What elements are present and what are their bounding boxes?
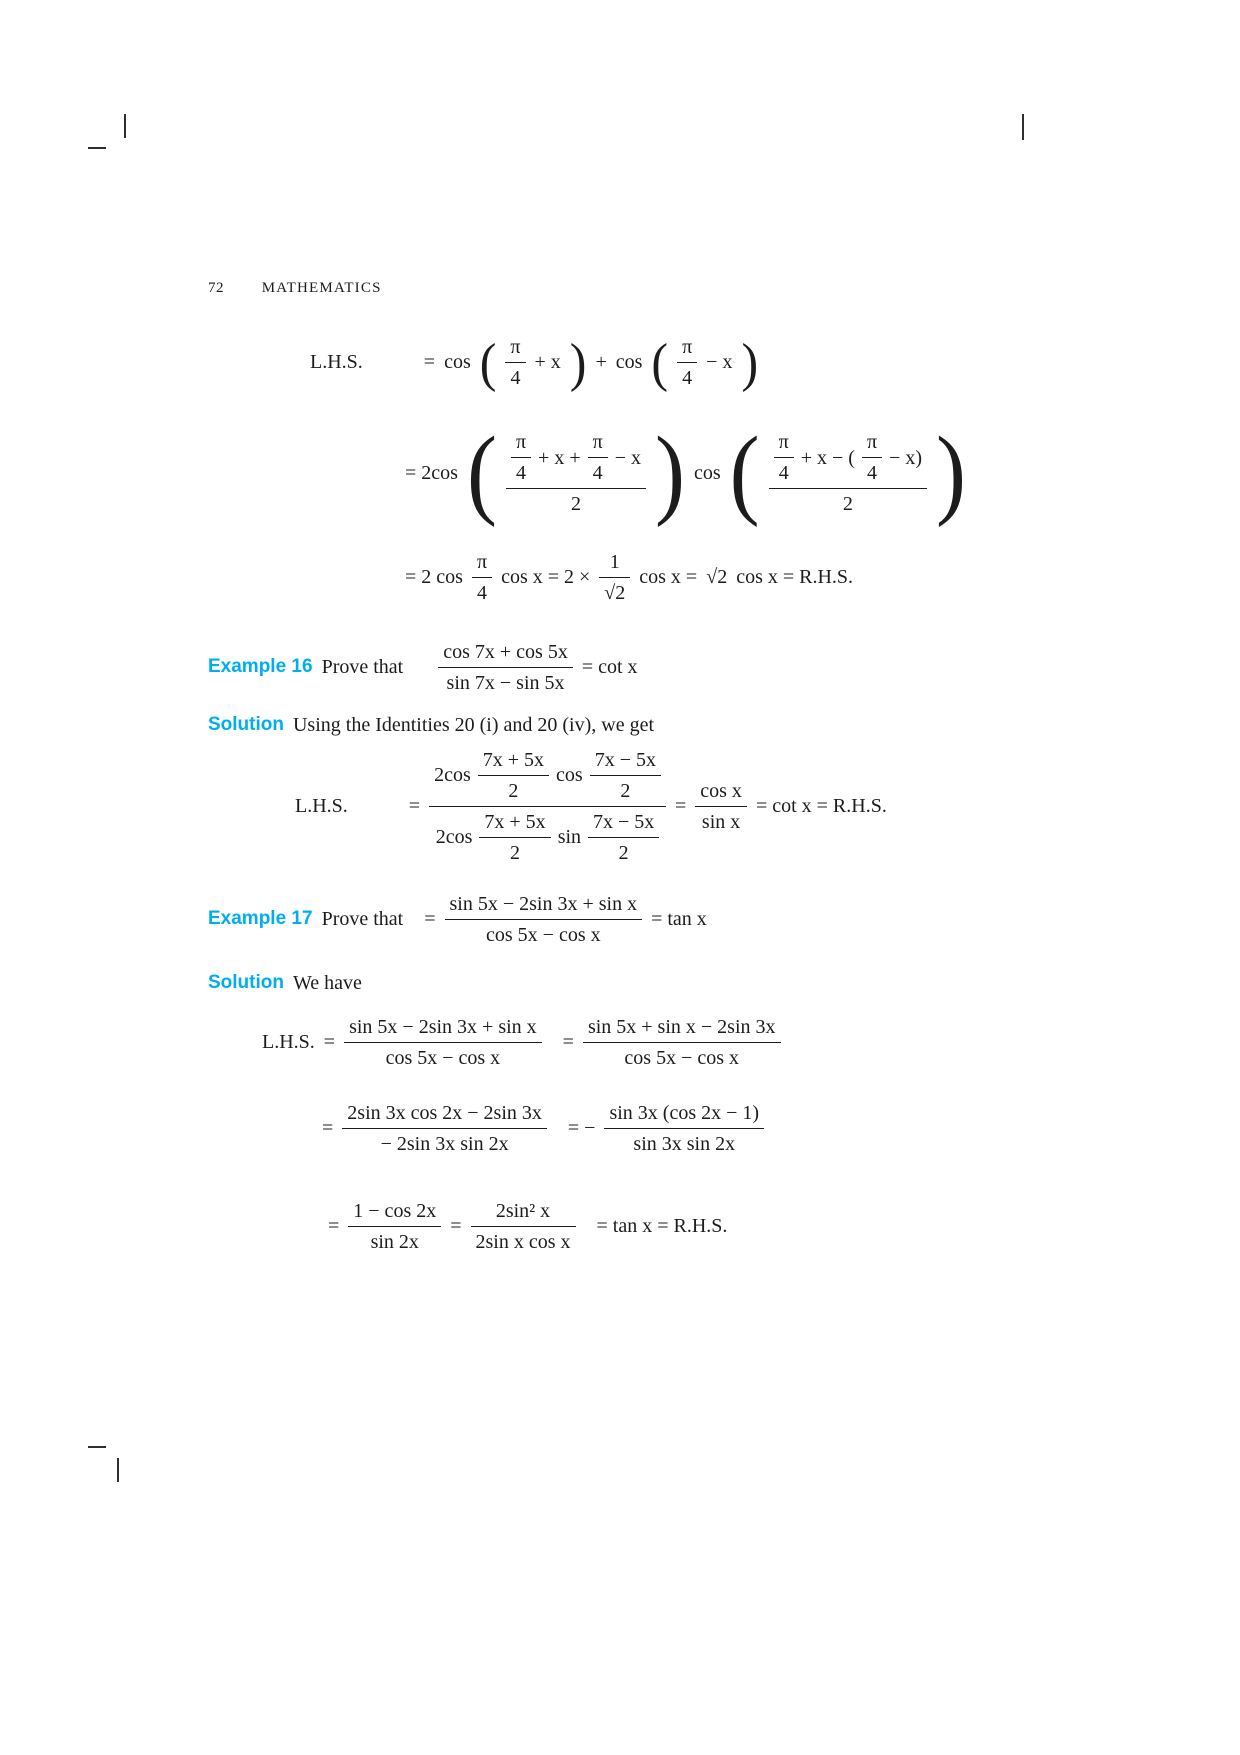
fraction-pi-4	[472, 550, 492, 605]
example17-derivation-1	[262, 1012, 781, 1072]
fraction-pi-4	[862, 430, 882, 485]
equals-sign: =	[408, 794, 421, 817]
cos-function: cos	[693, 461, 721, 484]
denominator: 4	[588, 457, 608, 485]
fraction-pi-4	[505, 335, 525, 390]
denominator: sin 7x − sin 5x	[438, 667, 573, 695]
numerator: cos x	[700, 779, 742, 802]
equals-sign: =	[423, 350, 436, 373]
denominator: 2	[769, 488, 927, 516]
numerator: 7x − 5x	[593, 810, 655, 833]
denominator: 4	[677, 362, 697, 390]
denominator: 4	[472, 577, 492, 605]
equation-line-1	[310, 326, 758, 398]
equals-minus: = −	[567, 1116, 596, 1139]
math-text: cos x =	[639, 565, 698, 588]
equation-line-3	[405, 546, 853, 608]
math-text: − x	[614, 446, 641, 469]
plus-sign: +	[595, 350, 607, 373]
crop-mark-bottom-left-horizontal	[88, 1446, 106, 1448]
numerator: 7x + 5x	[484, 810, 546, 833]
denominator: 2	[506, 488, 646, 516]
math-text: = tan x = R.H.S.	[596, 1214, 728, 1237]
equals-sign: =	[674, 794, 687, 817]
close-paren: )	[655, 416, 685, 528]
example16-statement	[208, 636, 638, 698]
math-text: = 2cos	[405, 461, 458, 484]
denominator: cos 5x − cos x	[445, 919, 643, 947]
crop-mark-top-right-vertical	[1022, 114, 1024, 140]
math-text: + x	[534, 350, 561, 373]
lhs-label: L.H.S.	[295, 794, 348, 817]
fraction	[348, 1199, 441, 1254]
fraction-pi-4	[511, 430, 531, 485]
close-paren: )	[569, 331, 587, 392]
denominator: cos 5x − cos x	[344, 1042, 542, 1070]
numerator	[769, 430, 927, 488]
fraction-1-sqrt2	[599, 550, 630, 605]
denominator: 4	[511, 457, 531, 485]
numerator: sin 5x + sin x − 2sin 3x	[587, 1015, 776, 1038]
denominator: sin 2x	[348, 1226, 441, 1254]
denominator: 2	[478, 775, 549, 803]
numerator: π	[682, 335, 693, 358]
fraction	[471, 1199, 576, 1254]
prove-text: Prove that	[321, 655, 404, 678]
close-paren: )	[936, 416, 967, 528]
numerator	[506, 430, 646, 488]
example17-statement	[208, 888, 707, 950]
fraction	[604, 1101, 764, 1156]
cos-function: cos	[444, 350, 471, 373]
math-text: 2cos	[435, 826, 473, 848]
example17-derivation-2	[322, 1098, 764, 1158]
fraction	[478, 748, 549, 803]
fraction	[342, 1101, 547, 1156]
denominator: √2	[599, 577, 630, 605]
open-paren: (	[479, 331, 497, 392]
fraction-cosx-sinx	[695, 779, 747, 834]
solution17-line	[208, 968, 362, 998]
open-paren: (	[651, 331, 669, 392]
numerator: π	[592, 431, 603, 453]
math-text: − x	[706, 350, 733, 373]
fraction	[588, 810, 659, 865]
lhs-label: L.H.S.	[310, 350, 363, 373]
denominator: 2sin x cos x	[471, 1226, 576, 1254]
denominator: 2	[590, 775, 661, 803]
numerator: sin 5x − 2sin 3x + sin x	[449, 892, 638, 915]
math-text: + x +	[538, 446, 581, 469]
numerator: sin 3x (cos 2x − 1)	[609, 1101, 760, 1124]
fraction	[445, 892, 643, 947]
denominator	[429, 806, 666, 865]
math-text: + x − (	[800, 446, 855, 469]
fraction	[583, 1015, 781, 1070]
fraction	[479, 810, 550, 865]
numerator: 7x − 5x	[594, 748, 656, 771]
open-paren: (	[729, 416, 760, 528]
math-text: = cot x = R.H.S.	[755, 794, 887, 817]
equals-sign: =	[450, 1214, 462, 1237]
denominator: sin x	[695, 806, 747, 834]
numerator: π	[866, 431, 878, 453]
cos-function: cos	[615, 350, 643, 373]
running-head: MATHEMATICS	[261, 280, 382, 296]
fraction-big	[429, 748, 666, 865]
prove-text: Prove that	[321, 907, 404, 930]
example16-label: Example 16	[208, 656, 313, 677]
numerator: π	[515, 431, 527, 453]
equals-sign: =	[322, 1116, 334, 1139]
numerator: 1 − cos 2x	[353, 1199, 437, 1222]
fraction	[438, 640, 573, 695]
denominator: 4	[774, 457, 794, 485]
fraction-pi-4	[588, 430, 608, 485]
numerator: 1	[609, 550, 620, 573]
example16-derivation	[295, 748, 887, 864]
crop-mark-top-left-horizontal	[88, 147, 106, 149]
numerator: sin 5x − 2sin 3x + sin x	[349, 1015, 537, 1038]
numerator: π	[778, 431, 789, 453]
numerator: 2sin² x	[495, 1199, 551, 1222]
fraction-pi-4	[774, 430, 794, 485]
denominator: cos 5x − cos x	[583, 1042, 781, 1070]
open-paren: (	[466, 416, 497, 528]
equals-sign: =	[562, 1030, 574, 1053]
crop-mark-bottom-left-vertical	[117, 1458, 119, 1482]
page-header	[208, 280, 382, 297]
denominator: sin 3x sin 2x	[604, 1128, 764, 1156]
sqrt-2: √2	[706, 565, 728, 588]
example17-label: Example 17	[208, 908, 313, 929]
math-text: = cot x	[581, 655, 638, 678]
numerator: cos 7x + cos 5x	[443, 640, 568, 663]
math-text: cos x = R.H.S.	[736, 565, 854, 588]
denominator: 4	[862, 457, 882, 485]
fraction-pi-4	[677, 335, 697, 390]
equation-line-2	[405, 415, 966, 531]
lhs-label: L.H.S.	[262, 1030, 315, 1053]
fraction	[344, 1015, 542, 1070]
crop-mark-top-left-vertical	[124, 114, 126, 138]
solution-label: Solution	[208, 714, 284, 735]
solution-text: Using the Identities 20 (i) and 20 (iv), we get	[292, 713, 655, 736]
fraction-outer	[506, 430, 646, 516]
fraction	[590, 748, 661, 803]
denominator: − 2sin 3x sin 2x	[342, 1128, 547, 1156]
numerator: π	[510, 335, 521, 358]
fraction-outer	[769, 430, 927, 516]
numerator	[429, 748, 666, 806]
equals-sign: =	[323, 1030, 336, 1053]
equals-sign: =	[328, 1214, 340, 1237]
denominator: 4	[505, 362, 525, 390]
numerator: π	[476, 550, 488, 573]
math-text: 2cos	[434, 764, 471, 786]
math-text: = tan x	[651, 907, 707, 930]
numerator: 7x + 5x	[482, 748, 545, 771]
equals-sign: =	[424, 907, 436, 930]
numerator: 2sin 3x cos 2x − 2sin 3x	[347, 1101, 542, 1124]
denominator: 2	[588, 837, 659, 865]
math-text: cos x = 2 ×	[501, 565, 591, 588]
solution-label: Solution	[208, 972, 284, 993]
math-text: − x)	[889, 446, 923, 469]
cos-function: cos	[556, 764, 583, 786]
page-number: 72	[208, 280, 224, 296]
solution16-line	[208, 710, 654, 740]
example17-derivation-3	[328, 1194, 727, 1258]
math-text: = 2 cos	[405, 565, 463, 588]
close-paren: )	[741, 331, 759, 392]
solution-text: We have	[292, 971, 362, 994]
sin-function: sin	[557, 826, 582, 848]
denominator: 2	[479, 837, 550, 865]
